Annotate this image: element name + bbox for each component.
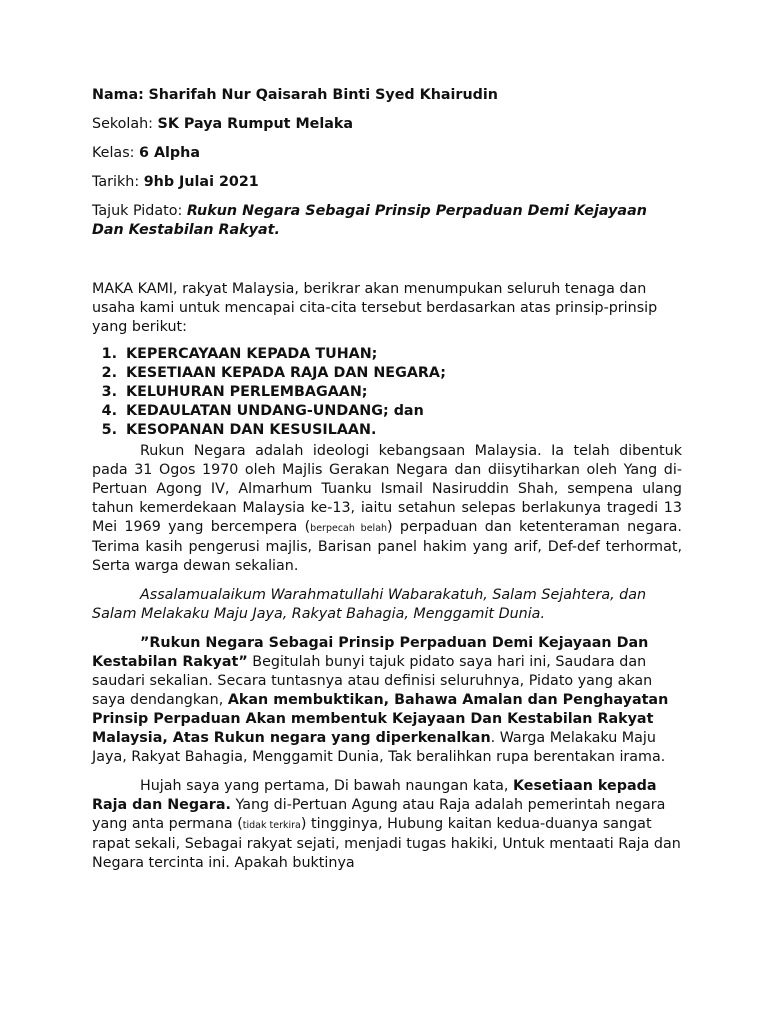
class-label: Kelas:	[92, 145, 135, 161]
class-value: 6 Alpha	[139, 145, 200, 161]
school-value: SK Paya Rumput Melaka	[157, 116, 354, 132]
topic-quote: ”Rukun Negara Sebagai Prinsip Perpaduan Demi Kejayaan Dan Kestabilan Rakyat”	[92, 635, 649, 670]
paragraph-intro-topic	[92, 634, 682, 767]
arg-text-a: Hujah saya yang pertama, Di bawah naungan kata,	[140, 778, 513, 794]
principle-item: 5. KESOPANAN DAN KESUSILAAN.	[122, 421, 682, 440]
date-value: 9hb Julai 2021	[143, 174, 259, 190]
principle-item: 4. KEDAULATAN UNDANG-UNDANG; dan	[122, 402, 682, 421]
principle-item: 2. KESETIAAN KEPADA RAJA DAN NEGARA;	[122, 364, 682, 383]
speech-text	[92, 86, 682, 883]
arg-text-b: Yang di-Pertuan Agung atau Raja adalah pemerintah negara yang anta permana (	[92, 797, 666, 832]
name-line	[92, 86, 682, 105]
date-line	[92, 173, 682, 192]
spacer	[92, 250, 682, 280]
principle-item: 1. KEPERCAYAAN KEPADA TUHAN;	[122, 345, 682, 364]
title-label: Tajuk Pidato:	[92, 203, 183, 219]
name-value: Sharifah Nur Qaisarah Binti Syed Khairudin	[148, 87, 498, 103]
gloss-tidak-terkira: tidak terkira	[242, 820, 301, 831]
topic-thesis: Akan membuktikan, Bahawa Amalan dan Penghayatan Prinsip Perpaduan Akan membentuk Kejayaan Dan Kestabilan Rakyat Malaysia, Atas Rukun negara yang diperkenalkan	[92, 692, 669, 746]
class-line	[92, 144, 682, 163]
paragraph-greeting: Assalamualaikum Warahmatullahi Wabarakatuh, Salam Sejahtera, dan Salam Melakaku Maju Jaya, Rakyat Bahagia, Menggamit Dunia.	[92, 587, 647, 622]
paragraph-history	[92, 442, 682, 576]
topic-text-a: Begitulah bunyi tajuk pidato saya hari ini, Saudara dan saudari sekalian. Secara tuntasnya atau definisi seluruhnya, Pidato yang akan saya dendangkan,	[92, 654, 653, 708]
school-line	[92, 115, 682, 134]
topic-text-b: . Warga Melakaku Maju Jaya, Rakyat Bahagia, Menggamit Dunia, Tak beralihkan rupa berentakan irama.	[92, 730, 666, 765]
speech-title: Rukun Negara Sebagai Prinsip Perpaduan Demi Kejayaan Dan Kestabilan Rakyat.	[92, 203, 647, 238]
arg-text-c: ) tingginya, Hubung kaitan kedua-duanya sangat rapat sekali, Sebagai rakyat sejati, menjadi tugas hakiki, Untuk mentaati Raja dan Negara tercinta ini. Apakah buktinya	[92, 816, 681, 871]
history-text-b: ) perpaduan dan ketenteraman negara. Terima kasih pengerusi majlis, Barisan panel hakim yang arif, Def-def terhormat, Serta warga dewan sekalian.	[92, 519, 682, 574]
intro-paragraph: MAKA KAMI, rakyat Malaysia, berikrar akan menumpukan seluruh tenaga dan usaha kami untuk mencapai cita-cita tersebut berdasarkan atas prinsip-prinsip yang berikut:	[92, 281, 658, 335]
principle-item: 3. KELUHURAN PERLEMBAGAAN;	[122, 383, 682, 402]
date-label: Tarikh:	[92, 174, 140, 190]
arg-heading: Kesetiaan kepada Raja dan Negara.	[92, 778, 657, 813]
name-label: Nama:	[92, 87, 144, 103]
title-line	[92, 202, 682, 240]
paragraph-argument-one	[92, 777, 682, 873]
school-label: Sekolah:	[92, 116, 153, 132]
gloss-berpecah: berpecah belah	[310, 523, 388, 534]
principles-list	[92, 345, 682, 440]
history-text-a: Rukun Negara adalah ideologi kebangsaan Malaysia. Ia telah dibentuk pada 31 Ogos 1970 oleh Majlis Gerakan Negara dan diisytiharkan oleh Yang di-Pertuan Agong IV, Almarhum Tuanku Ismail Nasiruddin Shah, sempena ulang tahun kemerdekaan Malaysia ke-13, iaitu setahun selepas berlakunya tragedi 13 Mei 1969 yang bercempera (	[92, 443, 682, 535]
